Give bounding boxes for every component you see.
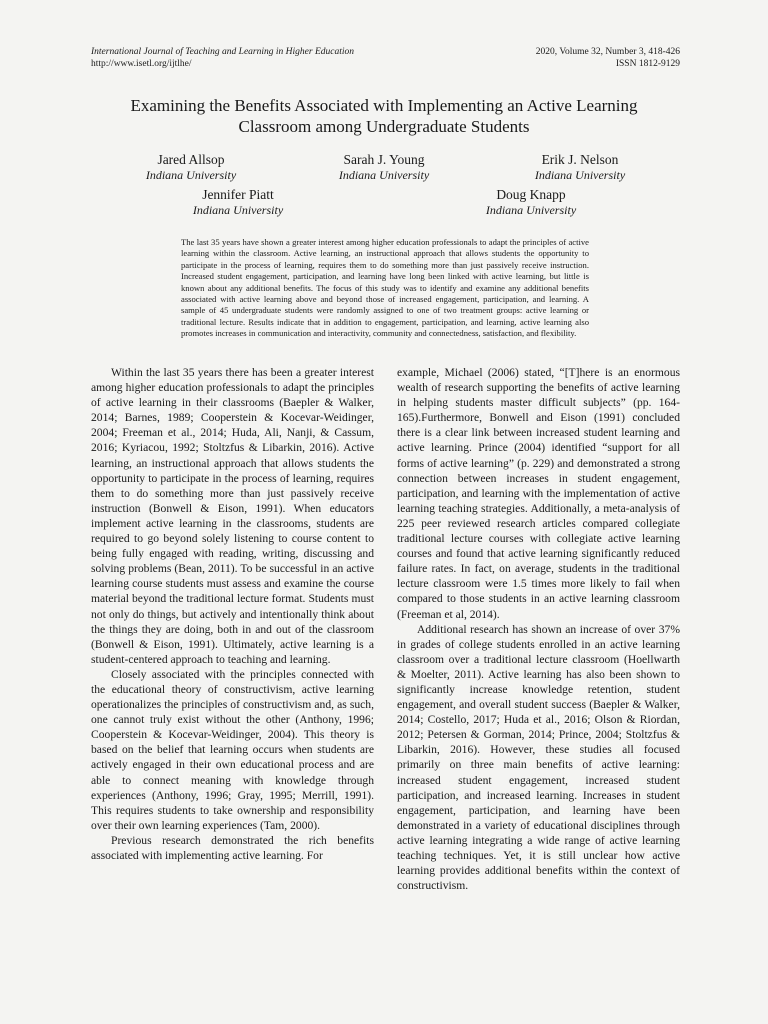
author-block (101, 152, 281, 183)
body-paragraph: Previous research demonstrated the rich benefits associated with implementing active learning. For (91, 833, 374, 862)
author-block (490, 152, 670, 183)
volume-info: 2020, Volume 32, Number 3, 418-426 (535, 47, 680, 57)
author-block (148, 187, 328, 218)
journal-name: International Journal of Teaching and Learning in Higher Education (91, 47, 354, 57)
title-line-2: Classroom among Undergraduate Students (238, 117, 530, 136)
body-paragraph: Closely associated with the principles connected with the educational theory of constructivism, active learning operationalizes the principles of constructivism and, as such, one cannot truly exist without the other (Anthony, 1996; Cooperstein & Kocevar-Weidinger, 2004). This theory is based on the belief that learning occurs when students are actively engaged in their own educational process and are able to connect meaning with knowledge through experiences (Anthony, 1996; Gray, 1995; Merrill, 1991). This requires students to take ownership and responsibility over their own learning experiences (Tam, 2000). (91, 667, 374, 832)
title-line-1: Examining the Benefits Associated with Implementing an Active Learning (130, 96, 638, 115)
journal-url[interactable]: http://www.isetl.org/ijtlhe/ (91, 59, 192, 69)
issn: ISSN 1812-9129 (615, 59, 680, 69)
author-affiliation: Indiana University (192, 203, 284, 217)
body-paragraph: example, Michael (2006) stated, “[T]here is an enormous wealth of research supporting the benefits of active learning in helping students master difficult subjects” (pp. 164-165).Furthermore, Bonwell and Eison (1991) concluded there is a clear link between increased student learning and active learning. Prince (2004) identified “support for all forms of active learning” (p. 229) and demonstrated a strong connection between increases in student engagement, participation, and learning with the implementation of active learning teaching strategies. Additionally, a meta-analysis of 225 peer reviewed research articles compared collegiate traditional lecture courses with collegiate active learning courses and found that active learning significantly reduced failure rates. In fact, on average, students in the traditional lecture classroom were 1.5 times more likely to fail when compared to those students in an active learning classroom (Freeman et al, 2014). (397, 366, 680, 621)
abstract: The last 35 years have shown a greater interest among higher education professionals to adapt the principles of active learning within the classroom. Active learning, an instructional approach that allows students the opportunity to participate in the process of learning, requires them to do something more than just passively receive instruction. Increased student engagement, participation, and learning have long been linked with active learning, but little is known about any additional benefits. The focus of this study was to identify and examine any additional benefits associated with active learning above and beyond those of increased engagement, participation, and learning. A sample of 45 undergraduate students were randomly assigned to one of two treatment groups: active learning or traditional lecture. Results indicate that in addition to engagement, participation, and learning, active learning also promotes increases in communication and interactivity, community and connectedness, satisfaction, and flexibility. (181, 237, 589, 339)
author-name: Erik J. Nelson (541, 152, 619, 167)
body-column-right (397, 365, 680, 893)
body-paragraph: Additional research has shown an increase of over 37% in grades of college students enrolled in an active learning classroom over a traditional lecture classroom (Hoellwarth & Moelter, 2011). Active learning has also been shown to significantly increase knowledge retention, student engagement, and overall student success (Baepler & Walker, 2014; Costello, 2017; Huda et al., 2016; Olson & Riordan, 2012; Petersen & Gorman, 2014; Prince, 2004; Stoltzfus & Libarkin, 2016). However, these studies all focused primarily on three main benefits of active learning: increased student engagement, increased student participation, and increased learning. Increases in student engagement, participation, and learning have been demonstrated in a variety of educational disciplines through active learning integrating a wide range of active learning teaching techniques. Yet, it is still unclear how active learning provides additional benefits within the context of constructivism. (397, 622, 680, 893)
author-block (294, 152, 474, 183)
author-name: Sarah J. Young (343, 152, 425, 167)
paper-title (60, 95, 708, 137)
author-block (441, 187, 621, 218)
author-affiliation: Indiana University (485, 203, 577, 217)
author-affiliation: Indiana University (338, 168, 430, 182)
author-name: Jared Allsop (157, 152, 225, 167)
author-affiliation: Indiana University (534, 168, 626, 182)
body-column-left (91, 365, 374, 863)
body-paragraph: Within the last 35 years there has been a greater interest among higher education professionals to adapt the principles of active learning in their classrooms (Baepler & Walker, 2014; Barnes, 1989; Cooperstein & Kocevar-Weidinger, 2004; Freeman et al., 2014; Huda, Ali, Nanji, & Cassum, 2016; Kyriacou, 1992; Stoltzfus & Libarkin, 2016). Active learning, an instructional approach that allows students the opportunity to participate in the process of learning, requires them to do something more than just passively receive instruction (Bonwell & Eison, 1991). When educators implement active learning in the classrooms, students are required to go beyond solely listening to course content to being fully engaged with reading, writing, discussing and solving problems (Bean, 2011). To be successful in an active learning course students must assess and examine the course material beyond the traditional lecture format. Students must not only do things, but actively and intentionally think about the things they are doing, both in and out of the classroom (Bonwell & Eison, 1991). Ultimately, active learning is a student-centered approach to teaching and learning. (91, 366, 374, 666)
author-affiliation: Indiana University (145, 168, 237, 182)
author-name: Doug Knapp (496, 187, 566, 202)
author-name: Jennifer Piatt (202, 187, 274, 202)
